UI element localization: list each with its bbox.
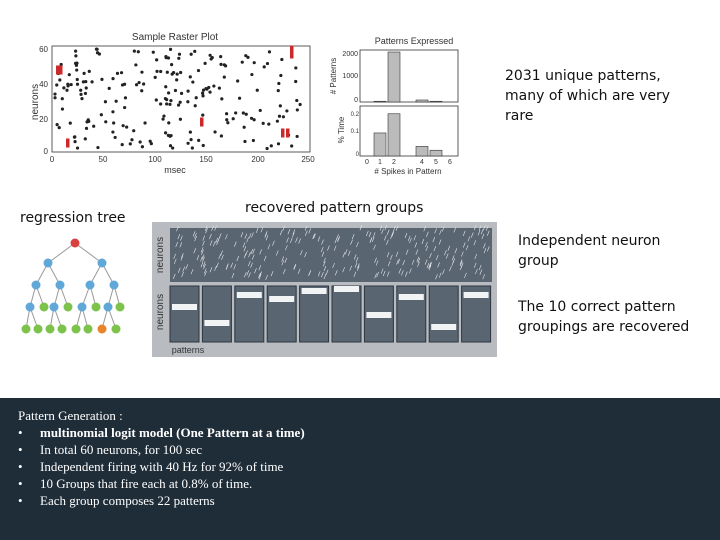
- raster-xtick: 100: [148, 155, 162, 164]
- raster-dot: [253, 61, 256, 64]
- raster-dot: [100, 113, 103, 116]
- tree-node: [26, 303, 35, 312]
- raster-dot: [149, 140, 152, 143]
- raster-dot: [116, 72, 119, 75]
- raster-dot: [201, 92, 204, 95]
- raster-xtick: 250: [301, 155, 315, 164]
- correct-groupings-note: The 10 correct pattern groupings are recovered: [518, 299, 690, 335]
- bullet-item: • Each group composes 22 patterns: [18, 493, 215, 508]
- raster-dot: [82, 72, 85, 75]
- raster-dot: [171, 73, 174, 76]
- raster-dot: [179, 118, 182, 121]
- raster-dot: [259, 109, 262, 112]
- raster-dot: [111, 130, 114, 133]
- raster-dot: [162, 114, 165, 117]
- raster-dot: [213, 130, 216, 133]
- tree-node: [32, 281, 41, 290]
- group-stripe: [399, 294, 424, 300]
- raster-dot: [226, 121, 229, 124]
- raster-title: Sample Raster Plot: [131, 32, 219, 43]
- raster-dot: [202, 144, 205, 147]
- raster-dot: [210, 57, 213, 60]
- raster-dot: [189, 75, 192, 78]
- bullet-dot-icon: •: [18, 425, 23, 440]
- raster-dot: [189, 130, 192, 133]
- raster-frame: [52, 46, 310, 152]
- raster-dot: [267, 123, 270, 126]
- raster-dot: [277, 142, 280, 145]
- raster-dot: [85, 86, 88, 89]
- raster-dot: [175, 78, 178, 81]
- raster-dot: [62, 86, 65, 89]
- raster-dot: [104, 100, 107, 103]
- raster-dot: [225, 112, 228, 115]
- bar: [416, 146, 428, 156]
- patterns-expressed-chart: [328, 32, 468, 177]
- raster-dot: [179, 101, 182, 104]
- raster-dot: [168, 103, 171, 106]
- raster-dot: [154, 76, 157, 79]
- group-stripe: [334, 286, 359, 292]
- raster-dot: [171, 146, 174, 149]
- raster-dot: [75, 68, 78, 71]
- raster-dot: [252, 139, 255, 142]
- bullet-dot-icon: •: [18, 459, 23, 474]
- pattern-spike: [200, 122, 204, 127]
- raster-dot: [164, 85, 167, 88]
- raster-dot: [282, 115, 285, 118]
- raster-dot: [73, 140, 76, 143]
- raster-dot: [191, 146, 194, 149]
- raster-ytick: 40: [39, 80, 48, 89]
- raster-dot: [179, 71, 182, 74]
- pattern-generation-block: [18, 407, 305, 509]
- tree-leaf-node-orange: [98, 325, 107, 334]
- raster-dot: [167, 91, 170, 94]
- bottom-ytick: 0.2: [350, 112, 359, 118]
- group-stripe: [302, 288, 327, 294]
- raster-dot: [277, 82, 280, 85]
- raster-dot: [165, 102, 168, 105]
- bottom-ytick: 0.1: [350, 129, 359, 135]
- raster-dot: [140, 89, 143, 92]
- raster-dot: [191, 80, 194, 83]
- pattern-generation-heading: Pattern Generation :: [18, 408, 123, 423]
- tree-node: [86, 281, 95, 290]
- group-box: [429, 286, 458, 342]
- raster-dot: [68, 73, 71, 76]
- raster-dot: [193, 50, 196, 53]
- raster-dot: [189, 138, 192, 141]
- recovered-groups-panel: [152, 222, 497, 357]
- raster-dot: [134, 63, 137, 66]
- pattern-spike: [59, 70, 63, 75]
- raster-dot: [207, 86, 210, 89]
- raster-dot: [180, 92, 183, 95]
- bottom-xtick: 6: [448, 159, 452, 166]
- raster-dot: [170, 63, 173, 66]
- top-frame: [360, 50, 458, 102]
- independent-group-note: Independent neuron group: [518, 233, 661, 269]
- top-ytick: 1000: [342, 73, 358, 80]
- raster-dot: [125, 126, 128, 129]
- tree-leaf-node: [72, 325, 81, 334]
- raster-dot: [242, 111, 245, 114]
- raster-dot: [270, 144, 273, 147]
- bottom-xtick: 1: [378, 159, 382, 166]
- raster-dots: [53, 46, 301, 151]
- raster-dot: [299, 103, 302, 106]
- raster-dot: [53, 92, 56, 95]
- raster-dot: [61, 107, 64, 110]
- tree-leaf-node: [112, 325, 121, 334]
- raster-dot: [279, 104, 282, 107]
- raster-dot: [53, 96, 56, 99]
- raster-dot: [178, 53, 181, 56]
- raster-dot: [186, 90, 189, 93]
- bar: [416, 100, 428, 102]
- tree-leaf-node: [84, 325, 93, 334]
- raster-dot: [219, 63, 222, 66]
- raster-dot: [114, 136, 117, 139]
- raster-dot: [88, 70, 91, 73]
- raster-dot: [265, 147, 268, 150]
- tree-leaf-node: [58, 325, 67, 334]
- raster-xtick: 150: [199, 155, 213, 164]
- raster-dot: [234, 111, 237, 114]
- raster-dot: [220, 134, 223, 137]
- pattern-spike: [290, 54, 294, 59]
- raster-dot: [250, 73, 253, 76]
- raster-dot: [285, 109, 288, 112]
- raster-plot: [30, 28, 320, 178]
- raster-dot: [268, 50, 271, 53]
- raster-ylabel: neurons: [30, 83, 41, 121]
- pattern-spike: [56, 70, 60, 75]
- bullet-dot-icon: •: [18, 493, 23, 508]
- bar: [430, 101, 442, 102]
- raster-dot: [169, 134, 172, 137]
- group-stripe: [366, 312, 391, 318]
- raster-dot: [296, 135, 299, 138]
- group-box: [202, 286, 231, 342]
- top-ytick: 2000: [342, 51, 358, 58]
- raster-dot: [295, 99, 298, 102]
- raster-dot: [61, 97, 64, 100]
- groups-xlabel: patterns: [171, 345, 205, 355]
- raster-dot: [135, 83, 138, 86]
- groups-ylabel-top: neurons: [155, 236, 166, 274]
- raster-dot: [108, 87, 111, 90]
- bullet-item: • Independent firing with 40 Hz for 92% of time: [18, 459, 284, 474]
- raster-xtick: 0: [49, 155, 55, 164]
- groups-ylabel-bottom: neurons: [155, 293, 166, 331]
- top-bars: [374, 52, 442, 102]
- group-stripe: [431, 324, 456, 330]
- raster-dot: [85, 127, 88, 130]
- bottom-ylabel: % Time: [337, 116, 346, 144]
- tree-node: [56, 281, 65, 290]
- raster-ytick: 20: [39, 115, 48, 124]
- raster-dot: [276, 120, 279, 123]
- raster-dot: [56, 123, 59, 126]
- raster-dot: [236, 79, 239, 82]
- raster-dot: [220, 97, 223, 100]
- raster-dot: [280, 58, 283, 61]
- top-ylabel: # Patterns: [329, 57, 338, 95]
- raster-dot: [174, 89, 177, 92]
- independent-band: [170, 228, 492, 282]
- raster-dot: [203, 62, 206, 65]
- regression-tree-diagram: [20, 235, 130, 345]
- raster-dot: [186, 142, 189, 145]
- tree-leaf-node: [116, 303, 125, 312]
- raster-xlabel: msec: [164, 165, 186, 175]
- raster-dot: [219, 55, 222, 58]
- raster-dot: [76, 146, 79, 149]
- bar: [374, 101, 386, 102]
- raster-dot: [166, 71, 169, 74]
- raster-dot: [111, 110, 114, 113]
- raster-dot: [201, 94, 204, 97]
- raster-dot: [256, 89, 259, 92]
- raster-xtick: 50: [98, 155, 108, 164]
- raster-dot: [82, 80, 85, 83]
- raster-dot: [142, 82, 145, 85]
- raster-dot: [177, 57, 180, 60]
- raster-ytick: 60: [39, 45, 48, 54]
- raster-dot: [290, 144, 293, 147]
- raster-dot: [250, 117, 253, 120]
- bottom-xtick: 5: [434, 159, 438, 166]
- pattern-spike: [66, 143, 70, 148]
- raster-dot: [90, 80, 93, 83]
- tree-leaf-node: [22, 325, 31, 334]
- raster-dot: [80, 97, 83, 100]
- tree-leaf-node: [46, 325, 55, 334]
- bottom-xtick: 2: [392, 159, 396, 166]
- tree-leaf-node: [92, 303, 101, 312]
- bar: [388, 52, 400, 102]
- raster-dot: [58, 78, 61, 81]
- bar: [430, 150, 442, 156]
- raster-dot: [277, 89, 280, 92]
- bottom-xtick: 4: [420, 159, 424, 166]
- raster-dot: [76, 83, 79, 86]
- bullet-item: • In total 60 neurons, for 100 sec: [18, 442, 203, 457]
- raster-dot: [130, 138, 133, 141]
- raster-dot: [87, 118, 90, 121]
- tree-node: [78, 303, 87, 312]
- raster-dot: [84, 137, 87, 140]
- raster-dot: [263, 65, 266, 68]
- raster-dot: [58, 126, 61, 129]
- raster-dot: [76, 78, 79, 81]
- raster-dot: [165, 56, 168, 59]
- tree-node: [98, 259, 107, 268]
- raster-dot: [197, 69, 200, 72]
- bullet-dot-icon: •: [18, 442, 23, 457]
- raster-dot: [155, 58, 158, 61]
- raster-ytick: 0: [43, 147, 48, 156]
- raster-dot: [159, 102, 162, 105]
- raster-dot: [74, 62, 77, 65]
- tree-node: [110, 281, 119, 290]
- raster-dot: [96, 51, 99, 54]
- raster-dot: [69, 122, 72, 125]
- group-stripe: [204, 320, 229, 326]
- raster-dot: [161, 117, 164, 120]
- raster-dot: [120, 71, 123, 74]
- raster-dot: [232, 117, 235, 120]
- raster-dot: [169, 48, 172, 51]
- raster-dot: [155, 98, 158, 101]
- bottom-xlabel: # Spikes in Pattern: [374, 167, 442, 176]
- raster-dot: [65, 89, 68, 92]
- raster-dot: [176, 72, 179, 75]
- raster-dot: [212, 84, 215, 87]
- raster-dot: [208, 91, 211, 94]
- raster-dot: [115, 100, 118, 103]
- unique-patterns-note: 2031 unique patterns, many of which are very rare: [505, 68, 671, 124]
- raster-dot: [296, 108, 299, 111]
- raster-dot: [79, 89, 82, 92]
- bar: [388, 114, 400, 156]
- group-box: [170, 286, 199, 342]
- pattern-spike: [286, 133, 290, 138]
- raster-dot: [164, 97, 167, 100]
- raster-dot: [133, 50, 136, 53]
- raster-dot: [122, 124, 125, 127]
- raster-dot: [121, 143, 124, 146]
- raster-dot: [66, 83, 69, 86]
- raster-xtick: 200: [251, 155, 265, 164]
- raster-dot: [104, 120, 107, 123]
- raster-dot: [123, 106, 126, 109]
- raster-dot: [204, 87, 207, 90]
- tree-leaf-node: [34, 325, 43, 334]
- raster-dot: [294, 80, 297, 83]
- raster-dot: [137, 81, 140, 84]
- raster-dot: [92, 125, 95, 128]
- raster-dot: [279, 74, 282, 77]
- raster-dot: [137, 50, 140, 53]
- raster-dot: [266, 62, 269, 65]
- raster-dot: [186, 100, 189, 103]
- tree-leaf-node: [40, 303, 49, 312]
- raster-dot: [209, 54, 212, 57]
- tree-node: [104, 303, 113, 312]
- raster-dot: [159, 70, 162, 73]
- raster-dot: [164, 131, 167, 134]
- raster-dot: [143, 121, 146, 124]
- raster-dot: [194, 104, 197, 107]
- raster-dot: [190, 53, 193, 56]
- group-stripe: [269, 296, 294, 302]
- raster-dot: [246, 56, 249, 59]
- raster-dot: [155, 70, 158, 73]
- raster-dot: [197, 139, 200, 142]
- raster-dot: [238, 97, 241, 100]
- raster-dot: [218, 87, 221, 90]
- bullet-dot-icon: •: [18, 476, 23, 491]
- top-ytick: 0: [354, 97, 358, 104]
- raster-dot: [294, 66, 297, 69]
- raster-dot: [100, 78, 103, 81]
- tree-node: [50, 303, 59, 312]
- bullet-item: • 10 Groups that fire each at 0.8% of time.: [18, 476, 253, 491]
- raster-dot: [152, 51, 155, 54]
- raster-dot: [201, 113, 204, 116]
- tree-leaf-node: [64, 303, 73, 312]
- raster-dot: [112, 121, 115, 124]
- raster-dot: [262, 122, 265, 125]
- raster-dot: [139, 140, 142, 143]
- raster-dot: [243, 126, 246, 129]
- raster-dot: [129, 142, 132, 145]
- raster-dot: [224, 64, 227, 67]
- raster-dot: [96, 48, 99, 51]
- raster-dot: [132, 129, 135, 132]
- raster-dot: [74, 54, 77, 57]
- raster-dot: [73, 136, 76, 139]
- raster-dot: [225, 118, 228, 121]
- bottom-bars: [374, 114, 442, 156]
- bottom-ytick: 0: [355, 152, 359, 158]
- pattern-spike: [281, 133, 285, 138]
- raster-dot: [243, 140, 246, 143]
- group-box: [267, 286, 296, 342]
- group-stripe: [237, 292, 262, 298]
- group-box: [300, 286, 329, 342]
- raster-dot: [96, 146, 99, 149]
- raster-dot: [79, 93, 82, 96]
- raster-dot: [167, 121, 170, 124]
- raster-dot: [169, 99, 172, 102]
- raster-dot: [141, 145, 144, 148]
- group-stripe: [464, 292, 489, 298]
- raster-dot: [245, 113, 248, 116]
- raster-dot: [55, 83, 58, 86]
- bullet-item: • multinomial logit model (One Pattern at a time): [18, 425, 305, 440]
- regression-tree-label: regression tree: [20, 210, 126, 226]
- raster-dot: [223, 75, 226, 78]
- raster-dot: [123, 83, 126, 86]
- bottom-xtick: 0: [365, 159, 369, 166]
- group-stripe: [172, 304, 197, 310]
- tree-root-node: [71, 239, 80, 248]
- tree-node: [44, 259, 53, 268]
- bar: [374, 133, 386, 156]
- raster-dot: [70, 83, 73, 86]
- group-box: [332, 286, 361, 342]
- raster-dot: [195, 96, 198, 99]
- raster-dot: [124, 96, 127, 99]
- patterns-title: Patterns Expressed: [374, 36, 454, 46]
- recovered-groups-label: recovered pattern groups: [245, 200, 424, 216]
- raster-dot: [177, 103, 180, 106]
- raster-dot: [140, 71, 143, 74]
- raster-dot: [278, 115, 281, 118]
- raster-dot: [84, 92, 87, 95]
- raster-dot: [74, 50, 77, 53]
- raster-dot: [241, 61, 244, 64]
- raster-dot: [111, 77, 114, 80]
